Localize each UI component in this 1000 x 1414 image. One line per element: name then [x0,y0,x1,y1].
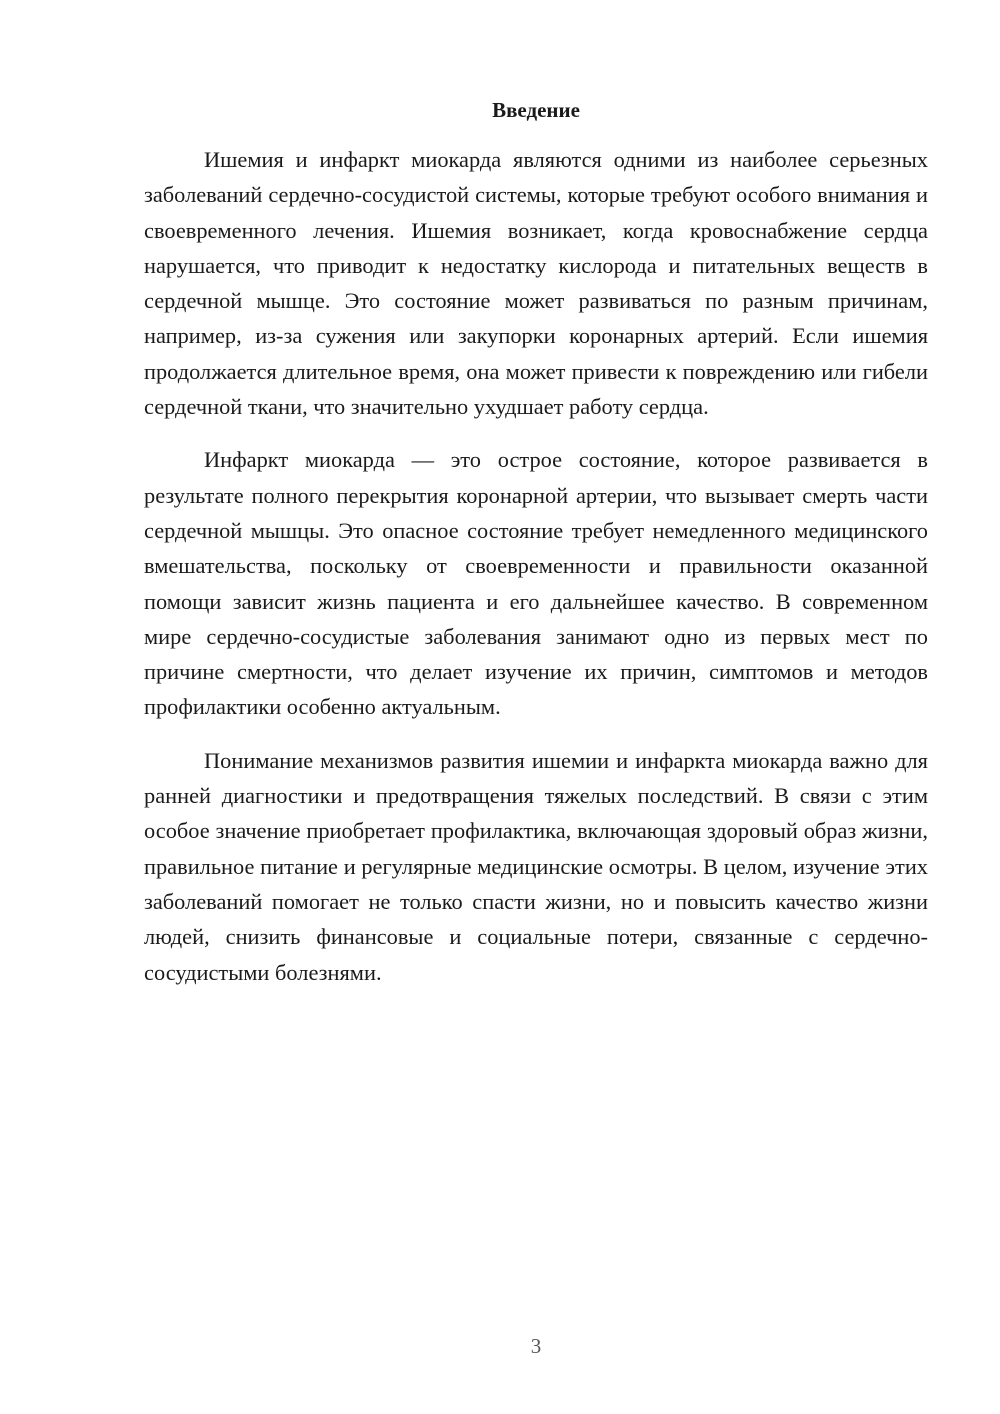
paragraph-infarction: Инфаркт миокарда — это острое состояние, которое развивается в результате полного перекрытия коронарной артерии, что вызывает смерть части сердечной мышцы. Это опасное состояние требует немедленного медицинского вмешательства, поскольку от своевременности и правильности оказанной помощи зависит жизнь пациента и его дальнейшее качество. В современном мире сердечно-сосудистые заболевания занимают одно из первых мест по причине смертности, что делает изучение их причин, симптомов и методов профилактики особенно актуальным. [144,447,928,720]
paragraph-prevention: Понимание механизмов развития ишемии и инфаркта миокарда важно для ранней диагностики и предотвращения тяжелых последствий. В связи с этим особое значение приобретает профилактика, включающая здоровый образ жизни, правильное питание и регулярные медицинские осмотры. В целом, изучение этих заболеваний помогает не только спасти жизни, но и повысить качество жизни людей, снизить финансовые и социальные потери, связанные с сердечно-сосудистыми болезнями. [144,747,928,985]
paragraph-ischemia: Ишемия и инфаркт миокарда являются одними из наиболее серьезных заболеваний сердечно-сосудистой системы, которые требуют особого внимания и своевременного лечения. Ишемия возникает, когда кровоснабжение сердца нарушается, что приводит к недостатку кислорода и питательных веществ в сердечной мышце. Это состояние может развиваться по разным причинам, например, из-за сужения или закупорки коронарных артерий. Если ишемия продолжается длительное время, она может привести к повреждению или гибели сердечной ткани, что значительно ухудшает работу сердца. [144,147,928,420]
page-content [144,94,928,990]
page-number: 3 [530,1334,542,1358]
section-heading: Введение [492,98,580,122]
